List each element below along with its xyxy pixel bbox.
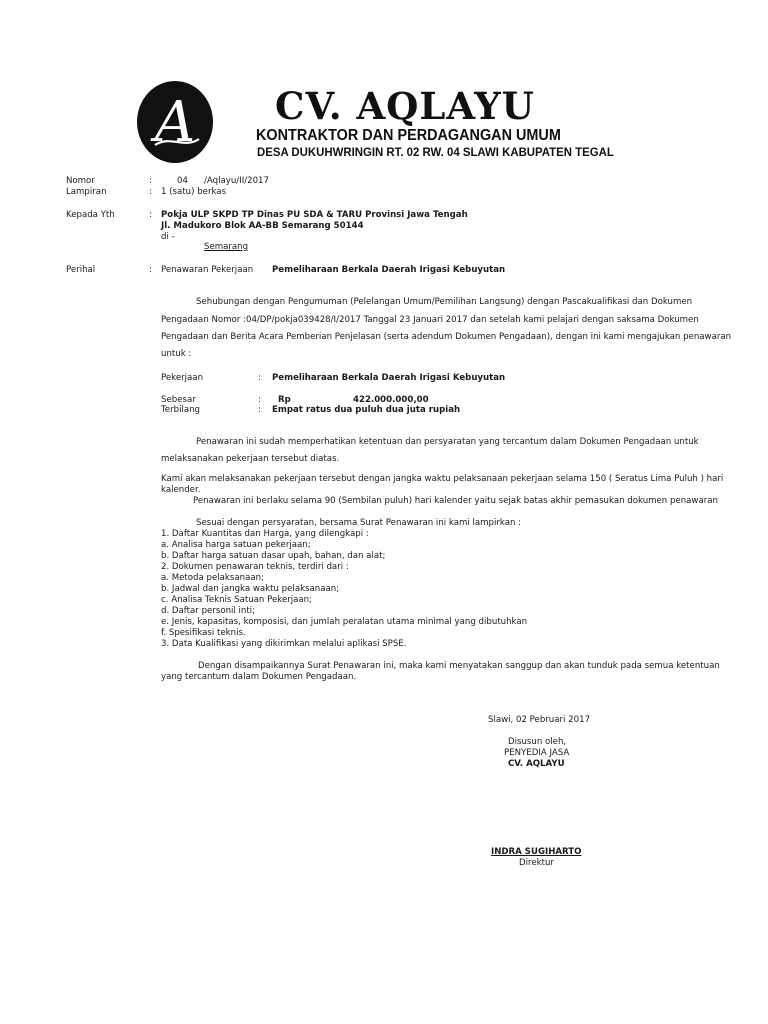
penyedia-jasa: PENYEDIA JASA [504,748,570,758]
recipient-di: di - [161,232,175,242]
perihal-title: Pemeliharaan Berkala Daerah Irigasi Kebuyutan [272,265,506,275]
list-item: b. Daftar harga satuan dasar upah, bahan, dan alat; [161,551,386,561]
list-item: f. Spesifikasi teknis. [161,628,246,638]
closing-line: Dengan disampaikannya Surat Penawaran ini, maka kami menyatakan sanggup dan akan tunduk pada semua ketentuan [198,661,720,671]
amount: 422.000.000,00 [353,395,429,405]
kepada-label: Kepada Yth [66,210,115,220]
signer-name: INDRA SUGIHARTO [491,847,582,857]
company-subtitle: KONTRAKTOR DAN PERDAGANGAN UMUM [256,127,561,144]
berlaku-line: Penawaran ini berlaku selama 90 (Sembilan puluh) hari kalender yaitu sejak batas akhir pemasukan dokumen penawaran [193,496,718,506]
penawaran-line: melaksanakan pekerjaan tersebut diatas. [161,454,340,464]
colon: : [258,405,261,415]
penawaran-line: Penawaran ini sudah memperhatikan ketentuan dan persyaratan yang tercantum dalam Dokumen Pengadaan untuk [196,437,699,447]
company-name: CV. AQLAYU [275,84,535,128]
kami-line: kalender. [161,485,201,495]
signer-title: Direktur [519,858,554,868]
pekerjaan-value: Pemeliharaan Berkala Daerah Irigasi Kebuyutan [272,373,506,383]
lampiran-value: 1 (satu) berkas [161,187,227,197]
kami-line: Kami akan melaksanakan pekerjaan tersebut dengan jangka waktu pelaksanaan pekerjaan selama 150 ( Seratus Lima Puluh ) hari [161,474,724,484]
logo-letter: A [154,90,196,155]
disusun-oleh: Disusun oleh, [508,737,567,747]
sesuai-line: Sesuai dengan persyaratan, bersama Surat Penawaran ini kami lampirkan : [196,518,522,528]
colon: : [149,187,152,197]
list-item: e. Jenis, kapasitas, komposisi, dan jumlah peralatan utama minimal yang dibutuhkan [161,617,528,627]
intro-line: untuk : [161,349,192,359]
company-logo [135,79,215,165]
place-date: Slawi, 02 Pebruari 2017 [488,715,591,725]
recipient-name: Pokja ULP SKPD TP Dinas PU SDA & TARU Provinsi Jawa Tengah [161,210,468,220]
nomor-label: Nomor [66,176,95,186]
list-item: 3. Data Kualifikasi yang dikirimkan melalui aplikasi SPSE. [161,639,407,649]
pekerjaan-label: Pekerjaan [161,373,204,383]
signature-company: CV. AQLAYU [508,759,565,769]
colon: : [149,210,152,220]
nomor-value: /Aqlayu/II/2017 [204,176,269,186]
list-item: c. Analisa Teknis Satuan Pekerjaan; [161,595,313,605]
closing-line: yang tercantum dalam Dokumen Pengadaan. [161,672,357,682]
perihal-label: Perihal [66,265,96,275]
colon: : [258,395,261,405]
intro-line: Pengadaan dan Berita Acara Pemberian Penjelasan (serta adendum Dokumen Pengadaan), dengan ini kami mengajukan penawaran [161,332,732,342]
terbilang-value: Empat ratus dua puluh dua juta rupiah [272,405,461,415]
recipient-city: Semarang [204,242,249,252]
recipient-address: Jl. Madukoro Blok AA-BB Semarang 50144 [161,221,364,231]
list-item: b. Jadwal dan jangka waktu pelaksanaan; [161,584,340,594]
list-item: 1. Daftar Kuantitas dan Harga, yang dilengkapi : [161,529,369,539]
list-item: a. Analisa harga satuan pekerjaan; [161,540,311,550]
lampiran-label: Lampiran [66,187,107,197]
currency: Rp [278,395,291,405]
company-address: DESA DUKUHWRINGIN RT. 02 RW. 04 SLAWI KABUPATEN TEGAL [257,145,614,159]
list-item: 2. Dokumen penawaran teknis, terdiri dari : [161,562,349,572]
intro-line: Sehubungan dengan Pengumuman (Pelelangan Umum/Pemilihan Langsung) dengan Pascakualifikasi dan Dokumen [196,297,693,307]
list-item: a. Metoda pelaksanaan; [161,573,264,583]
list-item: d. Daftar personil inti; [161,606,256,616]
colon: : [149,265,152,275]
colon: : [149,176,152,186]
colon: : [258,373,261,383]
nomor-number: 04 [177,176,188,186]
perihal-prefix: Penawaran Pekerjaan [161,265,254,275]
sebesar-label: Sebesar [161,395,196,405]
intro-line: Pengadaan Nomor :04/DP/pokja039428/I/2017 Tanggal 23 Januari 2017 dan setelah kami pelajari dengan saksama Dokumen [161,315,699,325]
terbilang-label: Terbilang [161,405,201,415]
